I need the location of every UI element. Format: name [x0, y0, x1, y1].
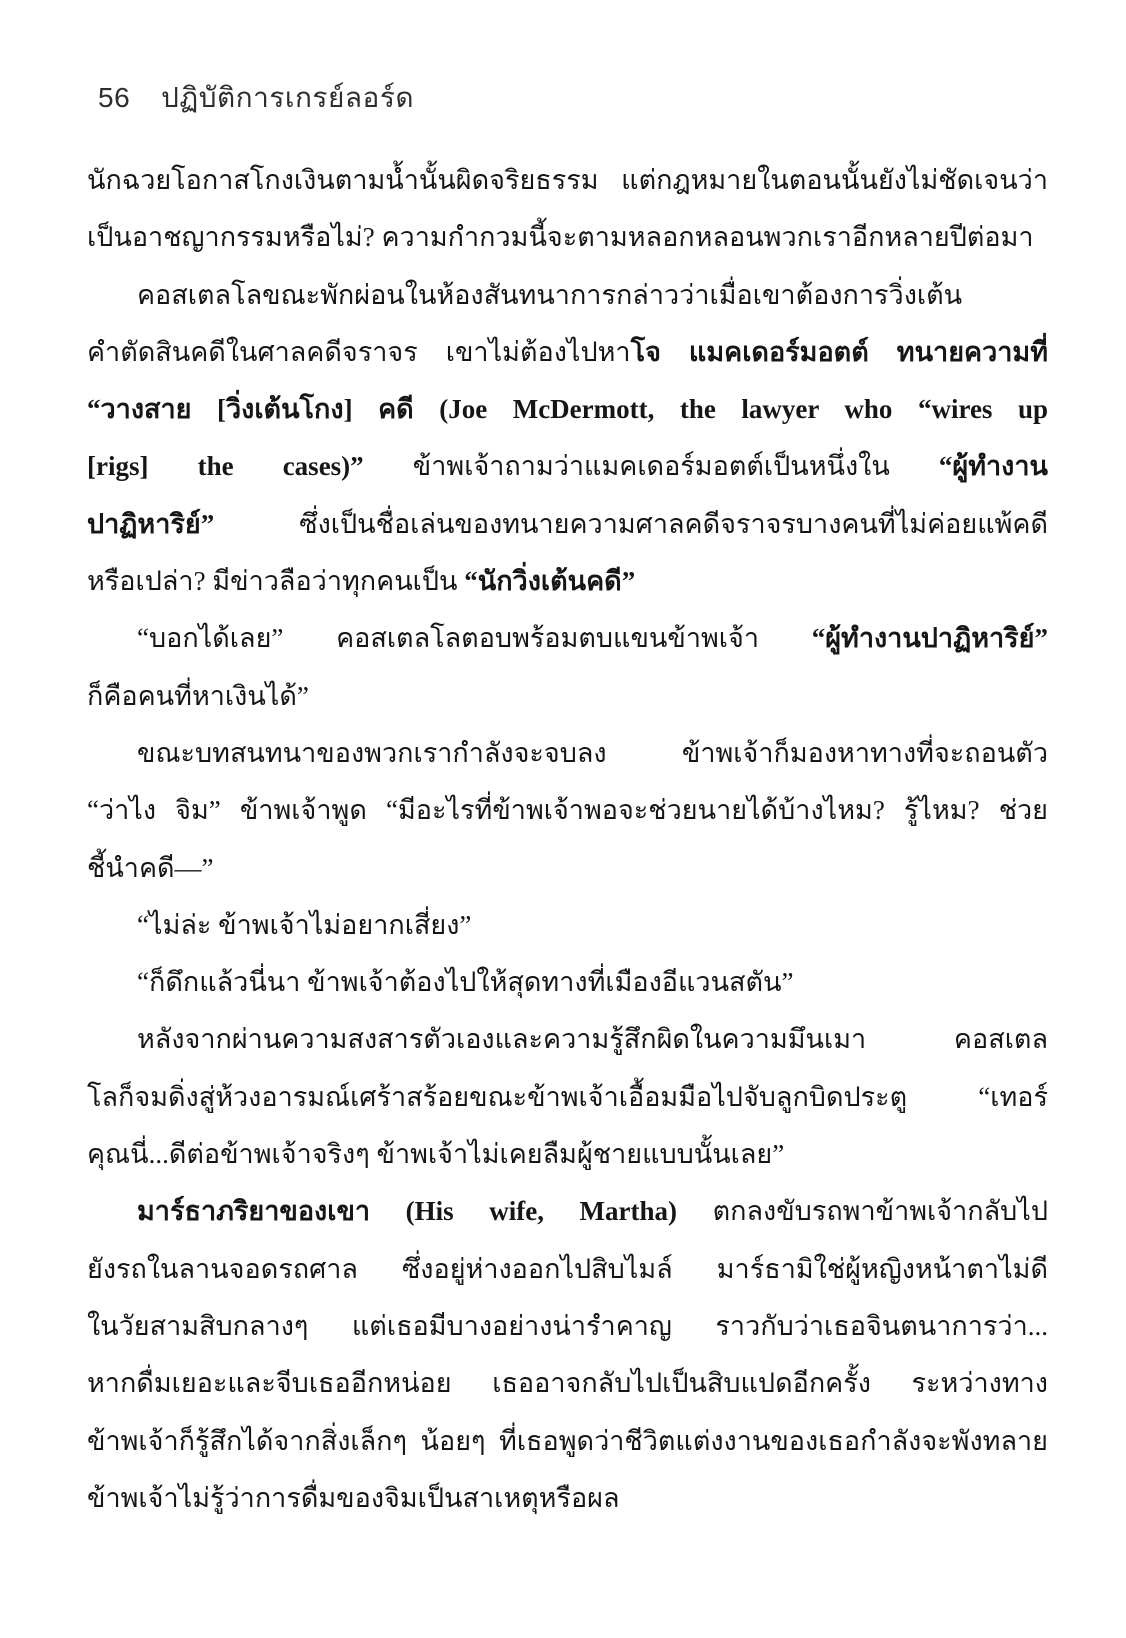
body-text: หลังจากผ่านความสงสารตัวเองและความรู้สึกผิดในความมึนเมา คอสเตล [137, 1024, 1048, 1055]
bold-text: “นักวิ่งเต้นคดี” [464, 566, 636, 597]
body-text: เป็นอาชญากรรมหรือไม่? ความกำกวมนี้จะตามหลอกหลอนพวกเราอีกหลายปีต่อมา [87, 222, 1034, 253]
text-line [87, 954, 1048, 1011]
body-text-block [87, 152, 1048, 1527]
body-text: “ว่าไง จิม” ข้าพเจ้าพูด “มีอะไรที่ข้าพเจ้าพอจะช่วยนายได้บ้างไหม? รู้ไหม? ช่วย [87, 795, 1048, 826]
body-text: หากดื่มเยอะและจีบเธออีกหน่อย เธออาจกลับไปเป็นสิบแปดอีกครั้ง ระหว่างทาง [87, 1368, 1048, 1399]
text-line [87, 1011, 1048, 1068]
body-text: ข้าพเจ้าถามว่าแมคเดอร์มอตต์เป็นหนึ่งใน [363, 451, 939, 482]
text-line [87, 782, 1048, 839]
text-line [87, 381, 1048, 438]
body-text: ก็คือคนที่หาเงินได้” [87, 680, 309, 711]
text-line [87, 610, 1048, 667]
body-text: “บอกได้เลย” คอสเตลโลตอบพร้อมตบแขนข้าพเจ้า [137, 623, 812, 654]
body-text: หรือเปล่า? มีข่าวลือว่าทุกคนเป็น [87, 566, 465, 597]
text-line [87, 1183, 1048, 1240]
body-text: “ก็ดึกแล้วนี่นา ข้าพเจ้าต้องไปให้สุดทางที่เมืองอีแวนสตัน” [137, 967, 794, 998]
text-line [87, 496, 1048, 553]
running-title: ปฏิบัติการเกรย์ลอร์ด [161, 82, 415, 113]
body-text: โลก็จมดิ่งสู่ห้วงอารมณ์เศร้าสร้อยขณะข้าพเจ้าเอื้อมมือไปจับลูกบิดประตู “เทอร์ [87, 1081, 1048, 1112]
body-text: ซึ่งเป็นชื่อเล่นของทนายความศาลคดีจราจรบางคนที่ไม่ค่อยแพ้คดี [214, 508, 1048, 539]
body-text: ในวัยสามสิบกลางๆ แต่เธอมีบางอย่างน่ารำคาญ ราวกับว่าเธอจินตนาการว่า... [87, 1310, 1048, 1341]
text-line [87, 1069, 1048, 1126]
text-line [87, 725, 1048, 782]
body-text: ข้าพเจ้าไม่รู้ว่าการดื่มของจิมเป็นสาเหตุหรือผล [87, 1482, 620, 1513]
bold-text: ปาฏิหาริย์” [87, 508, 215, 539]
text-line [87, 267, 1048, 324]
body-text: ข้าพเจ้าก็รู้สึกได้จากสิ่งเล็กๆ น้อยๆ ที่เธอพูดว่าชีวิตแต่งงานของเธอกำลังจะพังทลาย [87, 1425, 1048, 1456]
text-line [87, 324, 1048, 381]
bold-text: “วางสาย [วิ่งเต้นโกง] คดี (Joe McDermott, the lawyer who “wires up [87, 394, 1048, 425]
bold-text: “ผู้ทำงานปาฏิหาริย์” [811, 623, 1048, 654]
text-line [87, 897, 1048, 954]
page-header [98, 82, 414, 114]
text-line [87, 152, 1048, 209]
body-text: ยังรถในลานจอดรถศาล ซึ่งอยู่ห่างออกไปสิบไมล์ มาร์ธามิใช่ผู้หญิงหน้าตาไม่ดี [87, 1253, 1048, 1284]
text-line [87, 840, 1048, 897]
bold-text: โจ แมคเดอร์มอตต์ ทนายความที่ [630, 336, 1048, 367]
text-line [87, 668, 1048, 725]
text-line [87, 209, 1048, 266]
body-text: ชี้นำคดี—” [87, 852, 214, 883]
text-line [87, 1126, 1048, 1183]
text-line [87, 1355, 1048, 1412]
page-number: 56 [98, 82, 131, 113]
text-line [87, 438, 1048, 495]
text-line [87, 553, 1048, 610]
bold-text: มาร์ธาภริยาของเขา (His wife, Martha) [137, 1196, 678, 1227]
text-line [87, 1413, 1048, 1470]
body-text: ขณะบทสนทนาของพวกเรากำลังจะจบลง ข้าพเจ้าก็มองหาทางที่จะถอนตัว [137, 737, 1048, 768]
text-line [87, 1241, 1048, 1298]
body-text: “ไม่ล่ะ ข้าพเจ้าไม่อยากเสี่ยง” [137, 909, 472, 940]
bold-text: “ผู้ทำงาน [938, 451, 1048, 482]
body-text: ตกลงขับรถพาข้าพเจ้ากลับไป [677, 1196, 1048, 1227]
text-line [87, 1298, 1048, 1355]
body-text: คอสเตลโลขณะพักผ่อนในห้องสันทนาการกล่าวว่าเมื่อเขาต้องการวิ่งเต้น [137, 279, 963, 310]
bold-text: [rigs] the cases)” [87, 451, 364, 482]
body-text: นักฉวยโอกาสโกงเงินตามน้ำนั้นผิดจริยธรรม แต่กฎหมายในตอนนั้นยังไม่ชัดเจนว่า [87, 165, 1048, 195]
text-line [87, 1470, 1048, 1527]
body-text: คำตัดสินคดีในศาลคดีจราจร เขาไม่ต้องไปหา [87, 336, 631, 367]
body-text: คุณนี่...ดีต่อข้าพเจ้าจริงๆ ข้าพเจ้าไม่เคยลืมผู้ชายแบบนั้นเลย” [87, 1139, 785, 1170]
